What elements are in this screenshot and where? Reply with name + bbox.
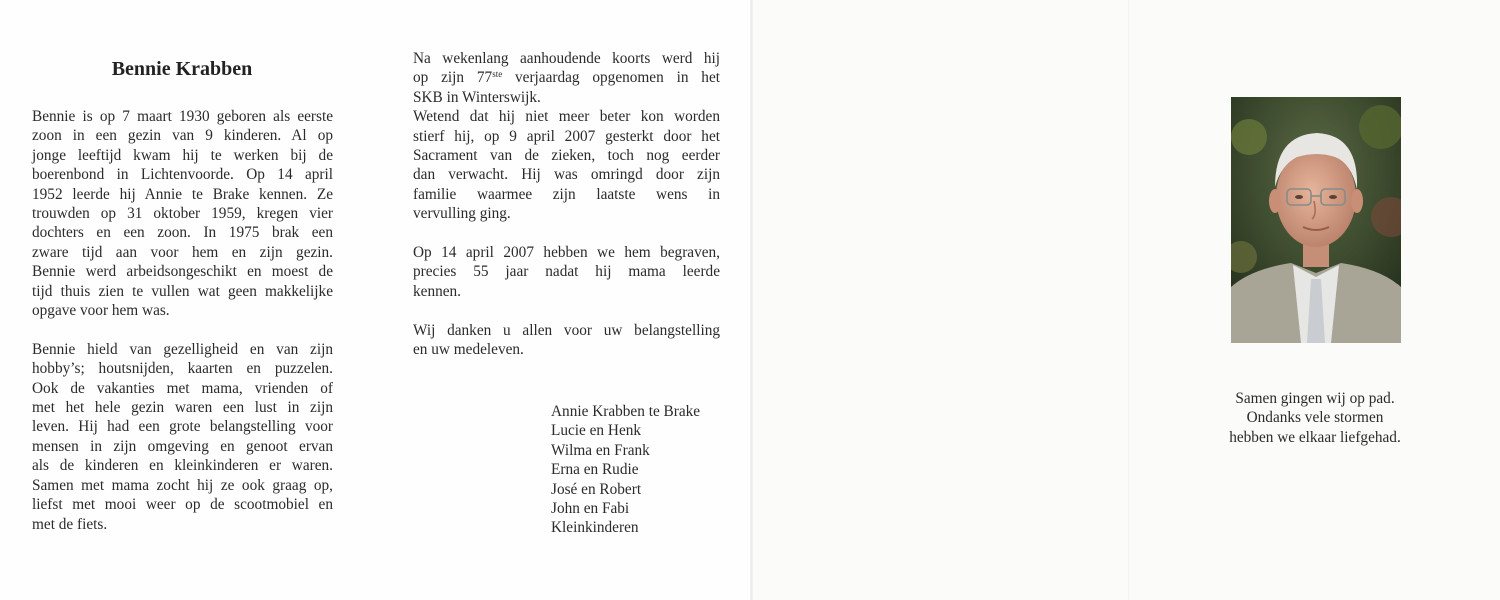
signer-name: Wilma en Frank [551,441,650,459]
family-signatures [551,402,700,538]
bio-line: Bennie werd arbeidsongeschikt en moest de [32,263,333,281]
bio-line: met de fiets. [32,515,108,533]
deceased-name-title: Bennie Krabben [111,58,253,80]
farewell-line: Wetend dat hij niet meer beter kon worden [413,108,720,126]
farewell-line: Op 14 april 2007 hebben we hem begraven, [413,244,720,262]
bio-line: zoon in een gezin van 9 kinderen. Al op [32,127,333,145]
fold-line [1128,0,1129,600]
signer-name: Erna en Rudie [551,461,639,479]
verse-line: hebben we elkaar liefgehad. [1229,428,1401,446]
bio-line: 1952 leerde hij Annie te Brake kennen. Ze [32,185,333,203]
bio-line: met het hele gezin waren een lust in zijn [32,399,333,417]
signer-name: José en Robert [551,480,642,498]
center-fold [750,0,753,600]
biography-paragraph-1 [32,107,333,320]
farewell-column [413,49,720,359]
bio-line: Ook de vakanties met mama, vrienden of [32,379,333,397]
signer-name: Kleinkinderen [551,519,639,537]
farewell-line: en uw medeleven. [413,341,524,359]
bio-line: liefst met mooi weer op de scootmobiel en [32,496,333,514]
farewell-paragraph-1 [413,49,720,107]
bio-line: zware tijd aan voor hem en zijn gezin. [32,243,333,261]
bio-line: Bennie is op 7 maart 1930 geboren als eerste [32,108,333,125]
bio-line: tijd thuis zien te vullen wat geen makkelijke [32,282,333,300]
bio-line: leven. Hij had een grote belangstelling voor [32,418,333,436]
signer-name: Lucie en Henk [551,422,642,440]
portrait-photo-icon [1231,97,1401,343]
verse-line: Samen gingen wij op pad. [1235,390,1395,407]
farewell-line: Na wekenlang aanhoudende koorts werd hij [413,50,720,67]
bio-line: dochters en een zoon. In 1975 brak een [32,224,333,242]
farewell-line: kennen. [413,282,461,300]
memorial-verse [1190,389,1440,447]
farewell-line: Wij danken u allen voor uw belangstelling [413,321,720,339]
bio-line: hobby’s; houtsnijden, kaarten en puzzelen. [32,360,333,378]
signer-name: Annie Krabben te Brake [551,403,701,420]
biography-paragraph-2 [32,340,333,534]
farewell-paragraph-2 [413,243,720,301]
bio-line: boerenbond in Lichtenvoorde. Op 14 april [32,166,333,184]
bio-line: Samen met mama zocht hij ze ook graag op, [32,476,333,494]
bio-line: trouwden op 31 oktober 1959, kregen vier [32,205,333,223]
farewell-line: dan verwacht. Hij was omringd door zijn [413,166,720,184]
farewell-line: precies 55 jaar nadat hij mama leerde [413,263,720,281]
signer-name: John en Fabi [551,500,630,518]
farewell-line: vervulling ging. [413,205,511,223]
farewell-line: SKB in Winterswijk. [413,88,541,106]
ordinal-superscript: ste [492,69,503,80]
bio-line: mensen in zijn omgeving en genoot ervan [32,437,333,455]
bio-line: jonge leeftijd kwam hij te werken bij de [32,146,333,164]
farewell-line-part: op zijn 77 [413,69,493,87]
farewell-line: Sacrament van de zieken, toch nog eerder [413,147,720,165]
verse-line: Ondanks vele stormen [1246,409,1384,427]
bio-line: als de kinderen en kleinkinderen er waren. [32,457,333,475]
farewell-line-part: verjaardag opgenomen in het [502,69,720,87]
thanks-paragraph [413,321,720,360]
bio-line: opgave voor hem was. [32,302,170,320]
bio-line: Bennie hield van gezelligheid en van zijn [32,340,333,358]
farewell-line: familie waarmee zijn laatste wens in [413,185,720,203]
farewell-paragraph-1b [413,107,720,223]
biography-column [32,107,333,534]
farewell-line [413,68,720,87]
farewell-line: stierf hij, op 9 april 2007 gesterkt door het [413,127,720,145]
portrait-photo [1231,97,1401,343]
